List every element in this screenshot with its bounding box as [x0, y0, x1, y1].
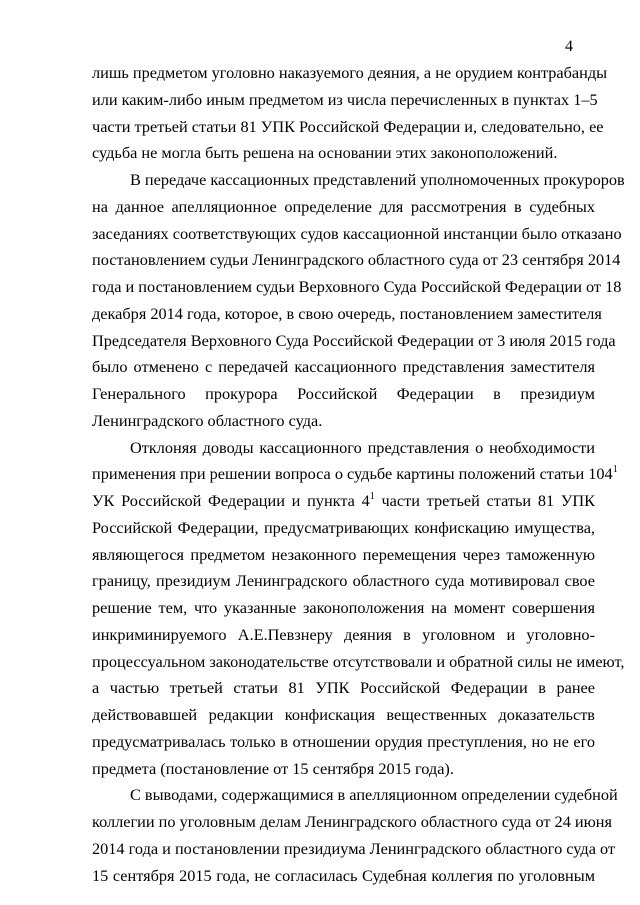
- text-line: 15 сентября 2015 года, не согласилась Судебная коллегия по уголовным: [92, 865, 595, 885]
- text-line: Ленинградского областного суда.: [92, 410, 323, 430]
- text-line: лишь предметом уголовно наказуемого деяния, а не орудием контрабанды: [92, 63, 608, 82]
- superscript: 1: [612, 464, 618, 476]
- text-line: или каким-либо иным предметом из числа перечисленных в пунктах 1–5: [92, 89, 598, 109]
- text-line: судьба не могла быть решена на основании этих законоположений.: [92, 143, 558, 163]
- text-line: действовавшей редакции конфискация вещественных доказательств: [92, 705, 595, 724]
- text-line: Председателя Верховного Суда Российской Федерации от 3 июля 2015 года: [92, 330, 616, 350]
- text-line: постановлением судьи Ленинградского областного суда от 23 сентября 2014: [92, 250, 621, 270]
- document-body: [92, 60, 625, 889]
- text-line: являющегося предметом незаконного перемещения через таможенную: [92, 544, 595, 564]
- text-line: декабря 2014 года, которое, в свою очередь, постановлением заместителя: [92, 303, 602, 323]
- superscript: 1: [369, 491, 375, 502]
- text-line: части третьей статьи 81 УПК Российской Федерации и, следовательно, ее: [92, 116, 604, 136]
- text-line: 2014 года и постановлении президиума Ленинградского областного суда от: [92, 838, 616, 858]
- text-line: предусматривалась только в отношении орудия преступления, но не его: [92, 731, 595, 751]
- text-line: Российской Федерации, предусматривающих конфискацию имущества,: [92, 517, 595, 537]
- text-line: границу, президиум Ленинградского областного суда мотивировал свое: [92, 571, 595, 591]
- text-line: коллегии по уголовным делам Ленинградского областного суда от 24 июня: [92, 812, 612, 831]
- text-line: а частью третьей статьи 81 УПК Российской Федерации в ранее: [92, 678, 595, 698]
- page-number: 4: [565, 38, 573, 55]
- text-line: заседаниях соответствующих судов кассационной инстанции было отказано: [92, 223, 622, 243]
- text-line: решение тем, что указанные законоположения на момент совершения: [92, 598, 595, 617]
- text-line: В передаче кассационных представлений уполномоченных прокуроров: [130, 170, 625, 189]
- text-line: Генерального прокурора Российской Федерации в президиум: [92, 384, 595, 403]
- text-line: процессуальном законодательстве отсутствовали и обратной силы не имеют,: [92, 651, 625, 671]
- text-line: года и постановлением судьи Верховного Суда Российской Федерации от 18: [92, 277, 622, 296]
- text-line: УК Российской Федерации и пункта $4^1$ части третьей статьи 81 УПК: [92, 491, 595, 510]
- text-line: предмета (постановление от 15 сентября 2015 года).: [92, 758, 454, 778]
- text-line: применения при решении вопроса о судьбе картины положений статьи $104^1$: [92, 464, 618, 484]
- text-line: на данное апелляционное определение для рассмотрения в судебных: [92, 196, 595, 216]
- text-line: инкриминируемого А.Е.Певзнеру деяния в уголовном и уголовно-: [92, 624, 595, 644]
- text-line: Отклоняя доводы кассационного представления о необходимости: [130, 437, 595, 457]
- text-line: было отменено с передачей кассационного представления заместителя: [92, 357, 595, 377]
- text-line: С выводами, содержащимися в апелляционном определении судебной: [130, 785, 618, 805]
